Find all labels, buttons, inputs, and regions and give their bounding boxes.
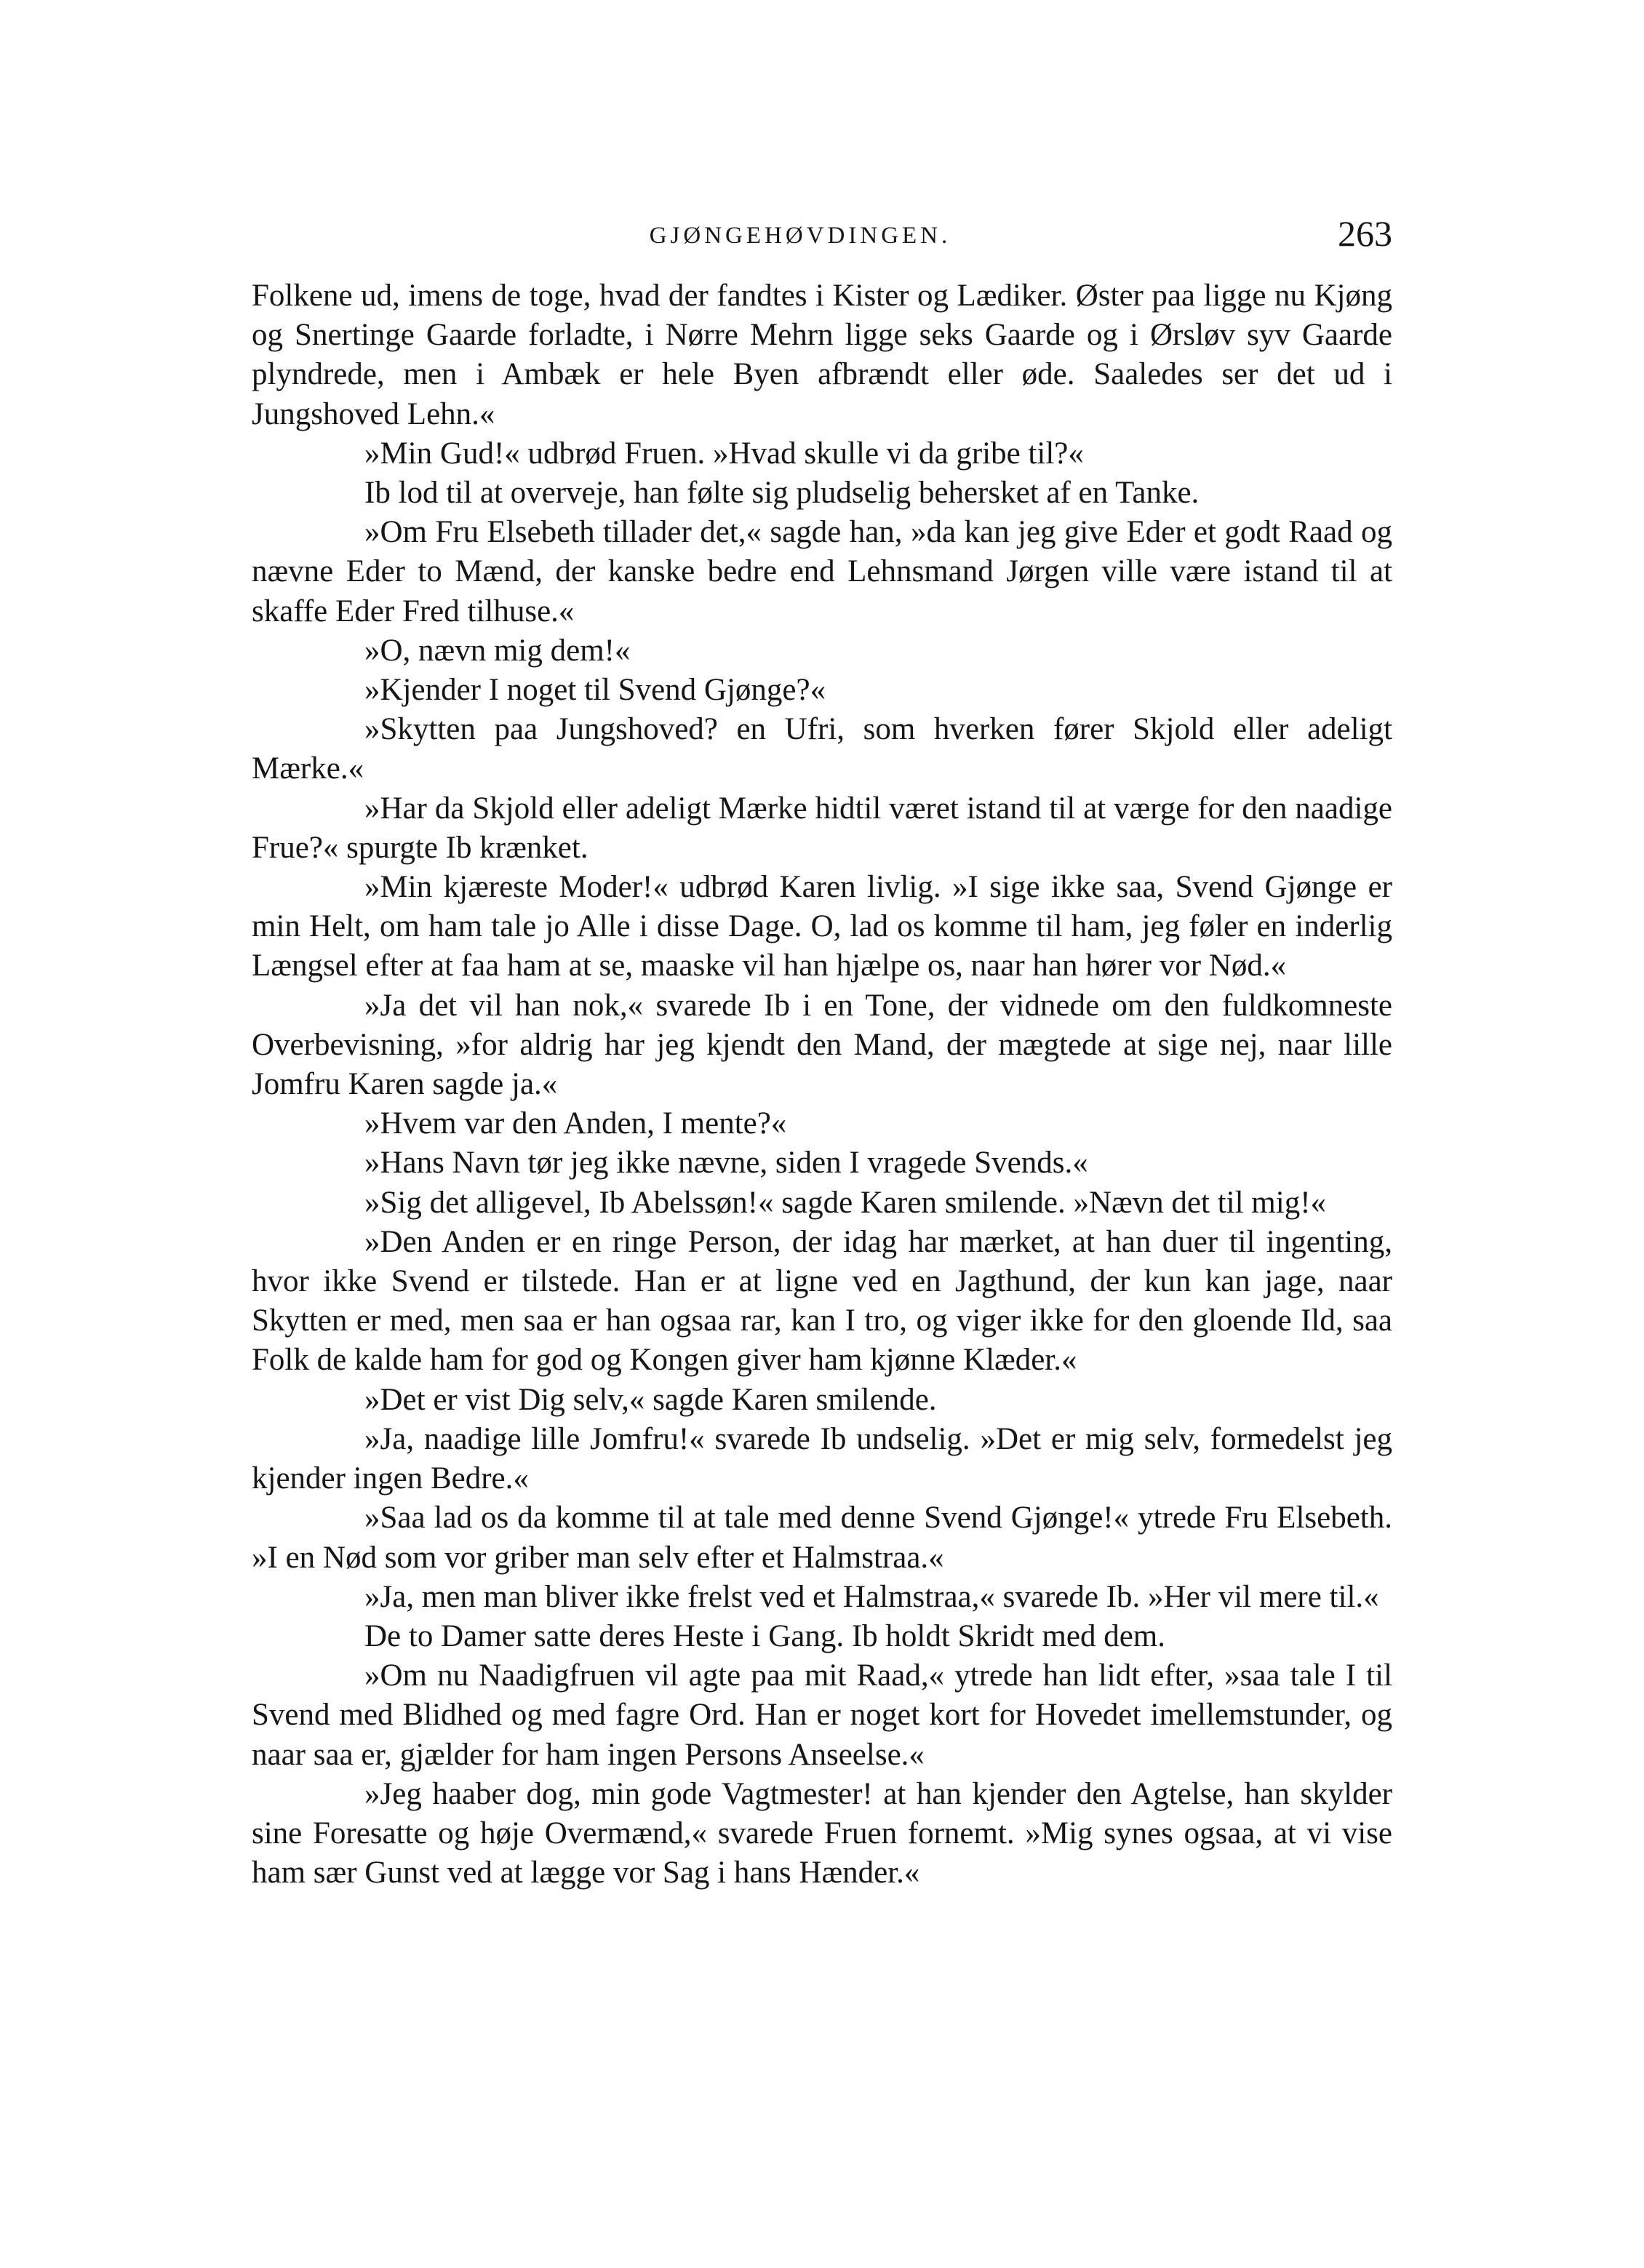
running-title: GJØNGEHØVDINGEN. xyxy=(649,223,951,249)
body-text xyxy=(252,276,1392,1893)
paragraph: »Hans Navn tør jeg ikke nævne, siden I vragede Svends.« xyxy=(364,1146,1088,1181)
paragraph: »Min kjæreste Moder!« udbrød Karen livlig. »I sige ikke saa, Svend Gjønge er min Helt, om ham tale jo Alle i disse Dage. O, lad os komme til ham, jeg føler en inderlig Længsel efter at faa ham at se, maaske vil han hjælpe os, naar han hører vor Nød.« xyxy=(252,870,1392,983)
paragraph: »Har da Skjold eller adeligt Mærke hidtil været istand til at værge for den naadige Frue?« spurgte Ib krænket. xyxy=(252,791,1392,865)
paragraph: »Det er vist Dig selv,« sagde Karen smilende. xyxy=(364,1382,937,1417)
paragraph: »Ja det vil han nok,« svarede Ib i en Tone, der vidnede om den fuldkomneste Overbevisning, »for aldrig har jeg kjendt den Mand, der mægtede at sige nej, naar lille Jomfru Karen sagde ja.« xyxy=(252,988,1392,1102)
page-header xyxy=(252,212,1392,263)
paragraph: »Skytten paa Jungshoved? en Ufri, som hverken fører Skjold eller adeligt Mærke.« xyxy=(252,712,1392,786)
paragraph: »Den Anden er en ringe Person, der idag har mærket, at han duer til ingenting, hvor ikke Svend er tilstede. Han er at ligne ved en Jagthund, der kun kan jage, naar Skytten er med, men saa er han ogsaa rar, kan I tro, og viger ikke for den gloende Ild, saa Folk de kalde ham for god og Kongen giver ham kjønne Klæder.« xyxy=(252,1224,1392,1378)
paragraph: »Saa lad os da komme til at tale med denne Svend Gjønge!« ytrede Fru Elsebeth. »I en Nød som vor griber man selv efter et Halmstraa.« xyxy=(252,1501,1392,1575)
paragraph: Ib lod til at overveje, han følte sig pludselig behersket af en Tanke. xyxy=(364,476,1200,511)
paragraph: »Om Fru Elsebeth tillader det,« sagde han, »da kan jeg give Eder et godt Raad og nævne Eder to Mænd, der kanske bedre end Lehnsmand Jørgen ville være istand til at skaffe Eder Fred tilhuse.« xyxy=(252,515,1392,628)
paragraph: »Kjender I noget til Svend Gjønge?« xyxy=(364,673,826,708)
paragraph: »Min Gud!« udbrød Fruen. »Hvad skulle vi da gribe til?« xyxy=(364,436,1084,471)
paragraph: »O, nævn mig dem!« xyxy=(364,633,631,668)
paragraph: Folkene ud, imens de toge, hvad der fandtes i Kister og Lædiker. Øster paa ligge nu Kjøng og Snertinge Gaarde forladte, i Nørre Mehrn ligge seks Gaarde og i Ørsløv syv Gaarde plyndrede, men i Ambæk er hele Byen afbrændt eller øde. Saaledes ser det ud i Jungshoved Lehn.« xyxy=(252,279,1392,431)
paragraph: »Om nu Naadigfruen vil agte paa mit Raad,« ytrede han lidt efter, »saa tale I til Svend med Blidhed og med fagre Ord. Han er noget kort for Hovedet imellemstunder, og naar saa er, gjælder for ham ingen Persons Anseelse.« xyxy=(252,1658,1392,1772)
paragraph: »Ja, naadige lille Jomfru!« svarede Ib undselig. »Det er mig selv, formedelst jeg kjender ingen Bedre.« xyxy=(252,1421,1392,1496)
page-number: 263 xyxy=(1338,213,1392,254)
paragraph: »Jeg haaber dog, min gode Vagtmester! at han kjender den Agtelse, han skylder sine Foresatte og høje Overmænd,« svarede Fruen fornemt. »Mig synes ogsaa, at vi vise ham sær Gunst ved at lægge vor Sag i hans Hænder.« xyxy=(252,1776,1392,1890)
paragraph: »Hvem var den Anden, I mente?« xyxy=(364,1106,787,1141)
paragraph: De to Damer satte deres Heste i Gang. Ib holdt Skridt med dem. xyxy=(364,1618,1165,1653)
paragraph: »Sig det alligevel, Ib Abelssøn!« sagde Karen smilende. »Nævn det til mig!« xyxy=(364,1185,1327,1220)
paragraph: »Ja, men man bliver ikke frelst ved et Halmstraa,« svarede Ib. »Her vil mere til.« xyxy=(364,1579,1379,1614)
